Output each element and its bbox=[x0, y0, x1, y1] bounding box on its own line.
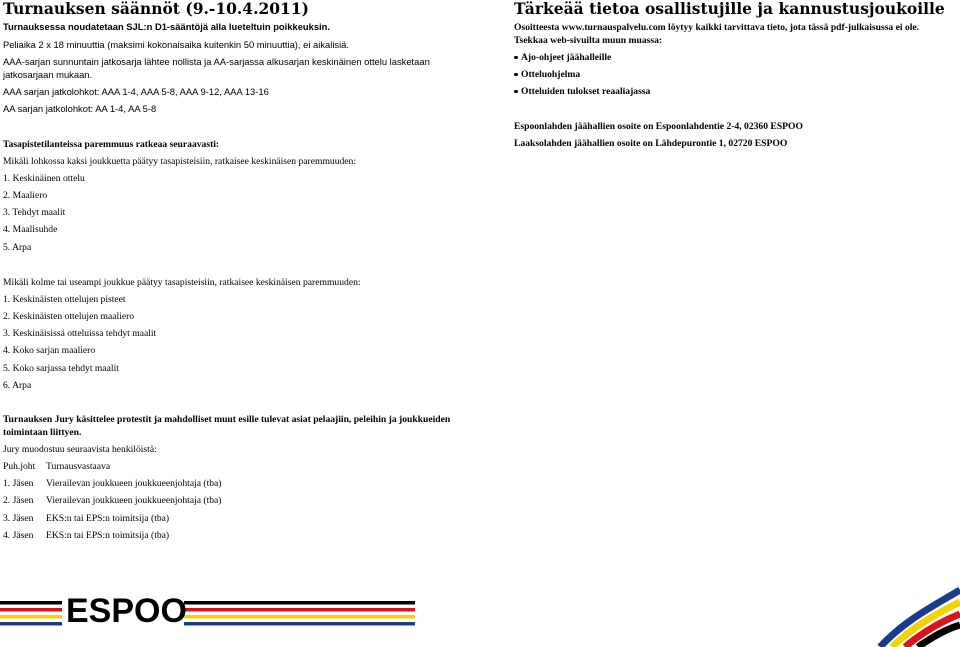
two-teams-item: 4. Maalisuhde bbox=[3, 224, 58, 235]
two-teams-item: 5. Arpa bbox=[3, 242, 32, 253]
rule-4: AAA sarjan jatkolohkot: AAA 1-4, AAA 5-8, AAA 9-12, AAA 13-16 bbox=[3, 86, 269, 97]
jury-role: 2. Jäsen bbox=[3, 495, 34, 506]
jury-member: EKS:n tai EPS:n toimitsija (tba) bbox=[46, 530, 170, 541]
tiebreak-heading: Tasapistetilanteissa paremmuus ratkeaa seuraavasti: bbox=[3, 139, 220, 150]
bullet-item: Ajo-ohjeet jäähalleille bbox=[521, 52, 612, 63]
address-espoonlahti: Espoonlahden jäähallien osoite on Espoonlahdentie 2-4, 02360 ESPOO bbox=[514, 121, 803, 132]
rule-5: AA sarjan jatkolohkot: AA 1-4, AA 5-8 bbox=[3, 103, 157, 114]
three-teams-item: 5. Koko sarjassa tehdyt maalit bbox=[3, 363, 119, 374]
jury-row bbox=[3, 529, 169, 542]
jury-member: Vierailevan joukkueen joukkueenjohtaja (tba) bbox=[46, 478, 222, 489]
bullet-item: Otteluohjelma bbox=[521, 69, 581, 80]
jury-role: 4. Jäsen bbox=[3, 530, 34, 541]
jury-row bbox=[3, 512, 169, 525]
jury-role: 3. Jäsen bbox=[3, 513, 34, 524]
jury-member: Turnausvastaava bbox=[46, 461, 111, 472]
rule-1: Turnauksessa noudatetaan SJL:n D1-sääntöjä alla lueteltuin poikkeuksin. bbox=[3, 21, 330, 32]
two-teams-item: 3. Tehdyt maalit bbox=[3, 207, 66, 218]
espoo-logo bbox=[0, 580, 960, 647]
three-teams-item: 6. Arpa bbox=[3, 380, 32, 391]
two-teams-item: 2. Maaliero bbox=[3, 190, 48, 201]
rules-title: Turnauksen säännöt (9.-10.4.2011) bbox=[3, 0, 309, 18]
jury-row bbox=[3, 477, 222, 490]
jury-role: Puh.joht bbox=[3, 461, 36, 472]
three-teams-item: 1. Keskinäisten ottelujen pisteet bbox=[3, 294, 126, 305]
jury-heading: Turnauksen Jury käsittelee protestit ja mahdolliset muut esille tulevat asiat pelaajiin, peleihin ja joukkueiden toimintaan liittyen. bbox=[3, 414, 451, 438]
jury-member: EKS:n tai EPS:n toimitsija (tba) bbox=[46, 513, 170, 524]
jury-intro: Jury muodostuu seuraavista henkilöistä: bbox=[3, 444, 157, 455]
jury-role: 1. Jäsen bbox=[3, 478, 34, 489]
jury-row bbox=[3, 494, 222, 507]
rule-2: Peliaika 2 x 18 minuuttia (maksimi kokonaisaika kuitenkin 50 minuuttia), ei aikalisiä. bbox=[3, 39, 349, 50]
three-teams-item: 3. Keskinäisissä otteluissa tehdyt maalit bbox=[3, 328, 157, 339]
logo-wordmark: ESPOO bbox=[66, 592, 187, 630]
three-teams-item: 2. Keskinäisten ottelujen maaliero bbox=[3, 311, 135, 322]
address-laaksolahti: Laaksolahden jäähallien osoite on Lähdepurontie 1, 02720 ESPOO bbox=[514, 138, 788, 149]
bullet-item: Otteluiden tulokset reaaliajassa bbox=[521, 86, 651, 97]
jury-member: Vierailevan joukkueen joukkueenjohtaja (tba) bbox=[46, 495, 222, 506]
info-intro: Osoitteesta www.turnauspalvelu.com löytyy kaikki tarvittava tieto, jota tässä pdf-julkaisussa ei ole. Tsekkaa web-sivuilta muun muassa: bbox=[514, 22, 920, 46]
three-teams-intro: Mikäli kolme tai useampi joukkue päätyy tasapisteisiin, ratkaisee keskinäisen paremmuuden: bbox=[3, 277, 361, 288]
rule-3: AAA-sarjan sunnuntain jatkosarja lähtee nollista ja AA-sarjassa alkusarjan keskinäinen ottelu lasketaan jatkosarjaan mukaan. bbox=[3, 56, 430, 80]
stripes-swoosh bbox=[880, 590, 960, 647]
info-title: Tärkeää tietoa osallistujille ja kannustusjoukoille bbox=[514, 0, 945, 18]
two-teams-item: 1. Keskinäinen ottelu bbox=[3, 173, 85, 184]
two-teams-intro: Mikäli lohkossa kaksi joukkuetta päätyy tasapisteisiin, ratkaisee keskinäisen paremmuuden: bbox=[3, 156, 357, 167]
three-teams-item: 4. Koko sarjan maaliero bbox=[3, 345, 96, 356]
jury-row bbox=[3, 460, 110, 473]
